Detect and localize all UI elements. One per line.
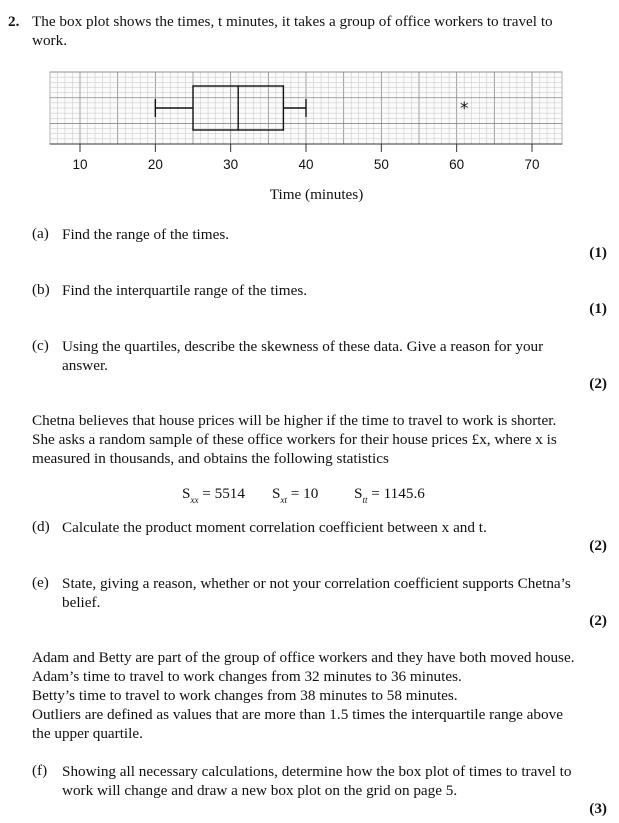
part-a-label: (a) bbox=[32, 225, 49, 242]
part-f-text-line1: Showing all necessary calculations, determine how the box plot of times to travel to bbox=[62, 763, 572, 780]
x-tick-label: 50 bbox=[373, 157, 389, 172]
part-a-marks: (1) bbox=[589, 244, 607, 261]
chetna-line3: measured in thousands, and obtains the following statistics bbox=[32, 450, 389, 467]
x-tick-label: 60 bbox=[449, 157, 465, 172]
outlier-point: * bbox=[459, 99, 469, 119]
adam-betty-line3: Betty’s time to travel to work changes from 38 minutes to 58 minutes. bbox=[32, 687, 458, 704]
part-f-marks: (3) bbox=[589, 800, 607, 817]
part-c-label: (c) bbox=[32, 337, 49, 354]
adam-betty-line2: Adam’s time to travel to work changes from 32 minutes to 36 minutes. bbox=[32, 668, 462, 685]
part-f-label: (f) bbox=[32, 762, 48, 779]
x-tick-label: 10 bbox=[72, 157, 88, 172]
chetna-line2: She asks a random sample of these office workers for their house prices £x, where x is bbox=[32, 431, 557, 448]
stat-sxt: $S_{xt} = 10$ bbox=[272, 485, 319, 505]
part-c-text-line2: answer. bbox=[62, 357, 108, 374]
part-d-text: Calculate the product moment correlation coefficient between x and t. bbox=[62, 519, 487, 536]
part-f-text-line2: work will change and draw a new box plot on the grid on page 5. bbox=[62, 782, 458, 799]
x-tick-label: 40 bbox=[298, 157, 314, 172]
x-tick-label: 70 bbox=[524, 157, 540, 172]
part-b-marks: (1) bbox=[589, 300, 607, 317]
question-number: 2. bbox=[8, 13, 20, 30]
part-b-text: Find the interquartile range of the times. bbox=[62, 282, 308, 299]
chetna-line1: Chetna believes that house prices will be higher if the time to travel to work is shorter. bbox=[32, 412, 557, 429]
x-tick-label: 30 bbox=[223, 157, 239, 172]
part-c-text-line1: Using the quartiles, describe the skewness of these data. Give a reason for your bbox=[62, 338, 544, 355]
adam-betty-line4: Outliers are defined as values that are more than 1.5 times the interquartile range above bbox=[32, 706, 563, 723]
box-plot-chart bbox=[0, 0, 619, 210]
part-e-marks: (2) bbox=[589, 612, 607, 629]
chart-axis bbox=[50, 144, 562, 152]
part-d-marks: (2) bbox=[589, 537, 607, 554]
part-e-text-line1: State, giving a reason, whether or not your correlation coefficient supports Chetna’s bbox=[62, 575, 571, 592]
part-a-text: Find the range of the times. bbox=[62, 226, 230, 243]
part-e-label: (e) bbox=[32, 574, 49, 591]
part-e-text-line2: belief. bbox=[62, 594, 101, 611]
x-axis-label: Time (minutes) bbox=[269, 186, 364, 203]
question-intro-line1: The box plot shows the times, t minutes, it takes a group of office workers to travel to bbox=[32, 13, 553, 30]
adam-betty-line5: the upper quartile. bbox=[32, 725, 143, 742]
question-intro-line2: work. bbox=[32, 32, 68, 49]
adam-betty-line1: Adam and Betty are part of the group of office workers and they have both moved house. bbox=[32, 649, 575, 666]
stat-stt: $S_{tt} = 1145.6$ bbox=[354, 485, 425, 505]
x-tick-label: 20 bbox=[147, 157, 163, 172]
part-d-label: (d) bbox=[32, 518, 50, 535]
part-b-label: (b) bbox=[32, 281, 50, 298]
stat-sxx: $S_{xx} = 5514$ bbox=[182, 485, 245, 505]
part-c-marks: (2) bbox=[589, 375, 607, 392]
